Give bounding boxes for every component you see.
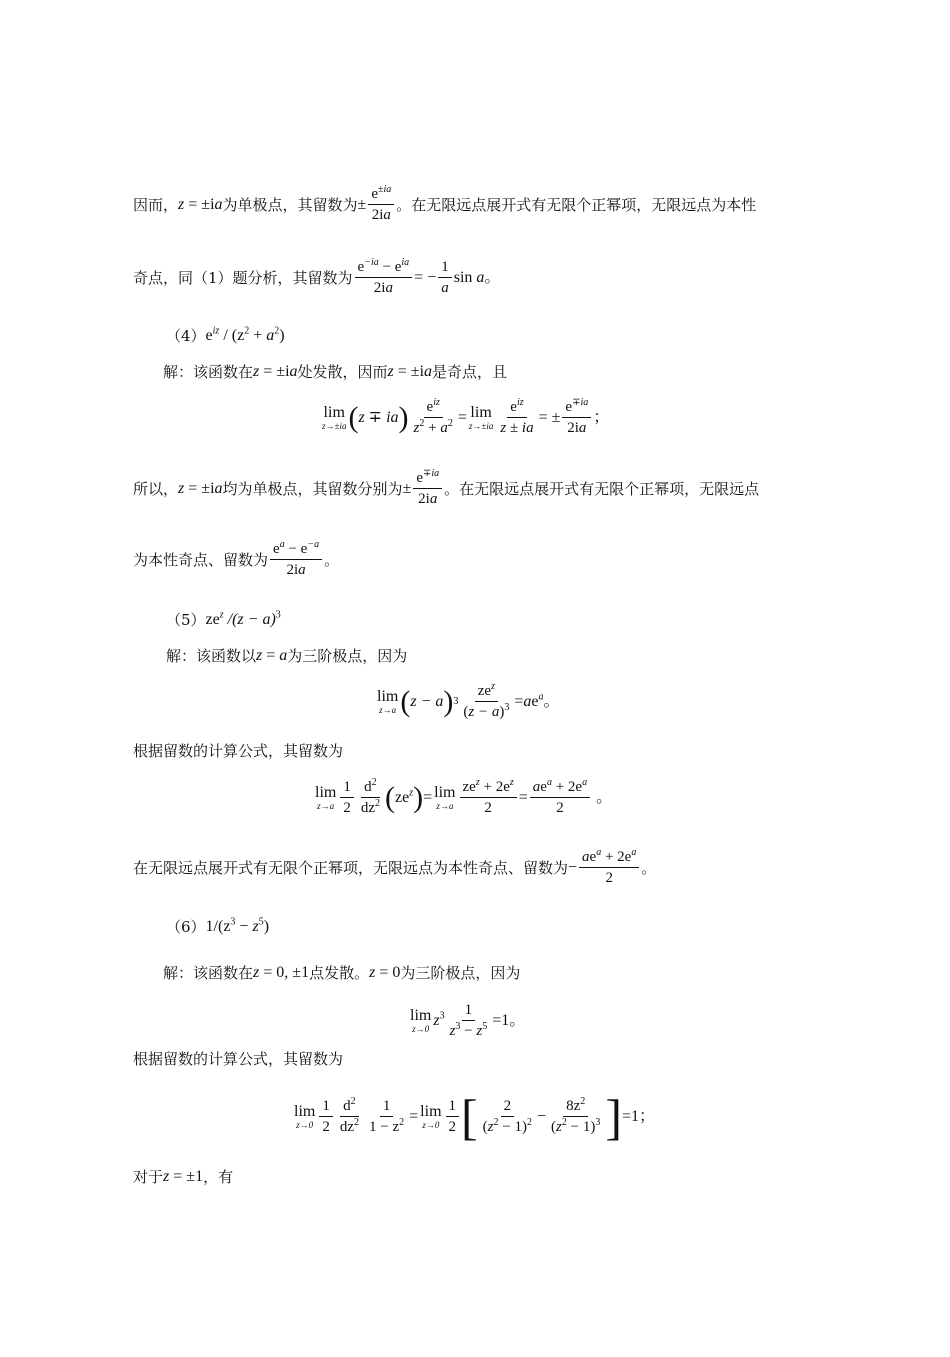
fraction: $\frac{d^2}{dz^2}$	[339, 1096, 360, 1135]
fraction: $\frac{e^{\mp ia}}{2ia}$	[562, 400, 591, 436]
problem-5-heading: （5） $ze^z$ $/(z - a)^3$	[166, 609, 281, 629]
paragraph-residue-sin: 奇点，同（1）题分析，其留数为 $\frac{e^{-ia} - e^{ia}}{2ia}$ = − $\frac{1}{a}$ sin a 。	[133, 257, 501, 296]
fraction: $\frac{1}{2}$	[446, 1099, 460, 1135]
paragraph-formula-rule-2: 根据留数的计算公式，其留数为	[133, 1049, 344, 1068]
paragraph-problem-4-residues: 所以， z = ±ia 均为单极点，其留数分别为 ± $\frac{e^{\mp ia}}{2ia}$ 。在无限远点展开式有无限个正幂项，无限远点	[133, 468, 760, 507]
fraction: $\frac{ae^a + 2e^a}{2}$	[530, 780, 590, 816]
equation-problem-5-limit: lim z→a ( z − a ) 3 $\frac{ze^z}{(z - a)^3}$ = $ae^a$ 。	[377, 681, 560, 720]
fraction: $\frac{1}{a}$	[438, 260, 452, 296]
paragraph-for-z-pm1: 对于 z = ±1 ，有	[133, 1167, 234, 1186]
fraction: $\frac{8z^2}{(z^2 - 1)^3}$	[551, 1096, 601, 1135]
equation-problem-6-residue: lim z→0 $\frac{1}{2}$ $\frac{d^2}{dz^2}$ $\frac{1}{1 - z^2}$ = lim z→0 $\frac{1}{2}$ [ $\frac{2}{(z^2 - 1)^2}$ − $\frac{8z^2}{(z^2 - 1)^3}$ ] = 1 ；	[294, 1089, 656, 1145]
fraction: $\frac{ae^a + 2e^a}{2}$	[579, 850, 639, 886]
equation-problem-6-limit: lim z→0 $z^3$ $\frac{1}{z^3 - z^5}$ = 1 。	[410, 1002, 526, 1039]
problem-4-heading: （4） $e^{iz} / (z^2 + a^2)$	[166, 325, 285, 345]
fraction: $\frac{1}{z^3 - z^5}$	[449, 1002, 488, 1039]
fraction: $\frac{ze^z + 2e^z}{2}$	[460, 780, 517, 816]
paragraph-residue-pm-ia: 因而， z = ±ia 为单极点，其留数为 ± $\frac{e^{\pm ia}}{2ia}$ 。在无限远点展开式有无限个正幂项，无限远点为本性	[133, 184, 757, 223]
problem-4-solution-intro: 解：该函数在 z = ±ia 处发散，因而 z = ±ia 是奇点，且	[163, 362, 508, 381]
paragraph-problem-4-infinity: 为本性奇点、留数为 $\frac{e^a - e^{-a}}{2ia}$ 。	[133, 539, 340, 578]
fraction: $\frac{1}{1 - z^2}$	[369, 1098, 405, 1135]
fraction: $\frac{1}{2}$	[340, 780, 354, 816]
fraction: $\frac{e^{iz}}{z^2 + a^2}$	[413, 397, 453, 436]
equation-problem-5-residue: lim z→a $\frac{1}{2}$ $\frac{d^2}{dz^2}$ ( $ze^z$ ) = lim z→a $\frac{ze^z + 2e^z}{2}$ = $\frac{ae^a + 2e^a}{2}$ 。	[315, 777, 613, 816]
fraction: $\frac{ze^z}{(z - a)^3}$	[463, 681, 510, 720]
fraction: $\frac{d^2}{dz^2}$	[360, 777, 381, 816]
fraction: $\frac{2}{(z^2 - 1)^2}$	[482, 1098, 532, 1135]
paragraph-problem-5-infinity: 在无限远点展开式有无限个正幂项，无限远点为本性奇点、留数为 − $\frac{ae^a + 2e^a}{2}$ 。	[133, 847, 657, 886]
equation-problem-4-limit: lim z→±ia ( z ∓ ia ) $\frac{e^{iz}}{z^2 + a^2}$ = lim z→±ia $\frac{e^{iz}}{z \pm ia}$ = ± $\frac{e^{\mp ia}}{2ia}$ ；	[322, 397, 610, 436]
fraction: $\frac{e^{\mp ia}}{2ia}$	[413, 471, 442, 507]
fraction: $\frac{e^{\pm ia}}{2ia}$	[368, 187, 394, 223]
paragraph-formula-rule-1: 根据留数的计算公式，其留数为	[133, 741, 344, 760]
problem-6-heading: （6） $1/(z^3 - z^5)$	[166, 916, 270, 936]
fraction: $\frac{e^{iz}}{z \pm ia}$	[500, 397, 534, 436]
problem-6-solution-intro: 解：该函数在 z = 0, ±1 点发散。 z = 0 为三阶极点，因为	[163, 963, 521, 982]
problem-5-solution-intro: 解：该函数以 z = a 为三阶极点，因为	[166, 646, 408, 665]
fraction: $\frac{1}{2}$	[319, 1099, 333, 1135]
fraction: $\frac{e^a - e^{-a}}{2ia}$	[270, 542, 322, 578]
fraction: $\frac{e^{-ia} - e^{ia}}{2ia}$	[355, 260, 413, 296]
